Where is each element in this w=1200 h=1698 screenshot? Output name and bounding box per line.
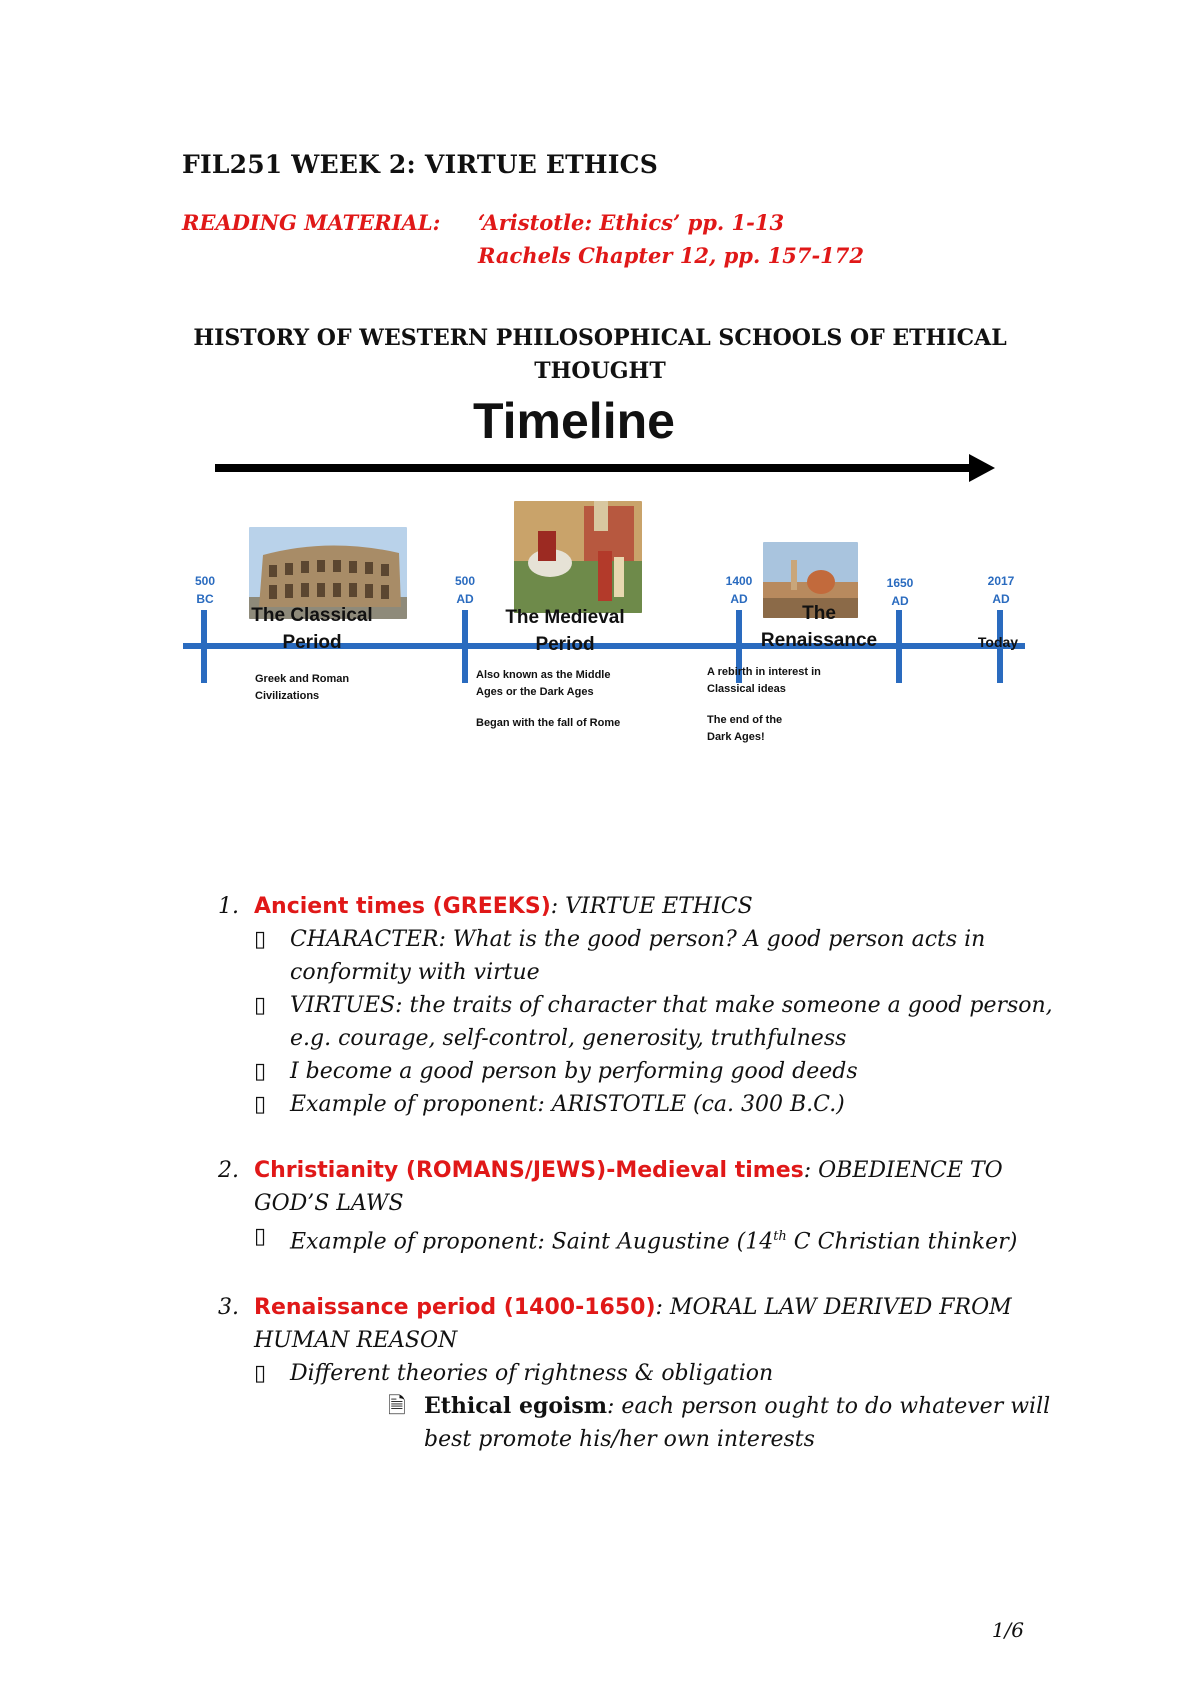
date-500bc: 500 BC bbox=[194, 574, 216, 606]
period-medieval-desc: Also known as the Middle Ages or the Dark Ages Began with the fall of Rome bbox=[476, 669, 621, 729]
reading-label: READING MATERIAL: bbox=[182, 210, 441, 235]
list-subheading: : MORAL LAW DERIVED FROM HUMAN REASON bbox=[254, 1295, 1012, 1354]
timeline-title: Timeline bbox=[473, 393, 675, 449]
bullet-item: ▯ VIRTUES: the traits of character that make someone a good person, e.g. courage, self-control, generosity, truthfulness bbox=[254, 989, 1058, 1055]
date-2017ad: 2017 AD bbox=[987, 574, 1015, 606]
reading-line-2: Rachels Chapter 12, pp. 157-172 bbox=[478, 243, 864, 268]
list-item bbox=[218, 890, 1058, 1121]
period-renaissance-name: The Renaissance bbox=[760, 603, 878, 651]
list-number: 1. bbox=[218, 894, 239, 919]
period-renaissance-desc: A rebirth in interest in Classical ideas The end of the Dark Ages! bbox=[707, 666, 821, 743]
medieval-painting-image bbox=[514, 501, 642, 613]
list-heading: Ancient times (GREEKS) bbox=[254, 894, 551, 919]
date-1650ad: 1650 AD bbox=[886, 576, 914, 608]
list-item bbox=[218, 1154, 1058, 1258]
timeline-figure bbox=[183, 388, 1025, 850]
list-heading: Christianity (ROMANS/JEWS)-Medieval times bbox=[254, 1158, 804, 1183]
list-item bbox=[218, 1291, 1058, 1456]
list-subheading: : OBEDIENCE TO GOD’S LAWS bbox=[254, 1158, 1003, 1216]
bullet-list bbox=[254, 923, 1058, 1121]
bullet-item: ▯ Different theories of rightness & obligation bbox=[254, 1357, 1058, 1390]
list-subheading: : VIRTUE ETHICS bbox=[550, 894, 753, 919]
missing-glyph-icon: ▯ bbox=[254, 993, 267, 1018]
sub-bullet-item: 🗎 Ethical egoism: each person ought to do whatever will best promote his/her own interests bbox=[254, 1390, 1058, 1456]
missing-glyph-icon: ▯ bbox=[254, 927, 267, 952]
list-number: 3. bbox=[218, 1295, 239, 1321]
missing-glyph-icon: ▯ bbox=[254, 1361, 267, 1387]
document-icon: 🗎 bbox=[388, 1394, 406, 1420]
reading-line-1: ‘Aristotle: Ethics’ pp. 1-13 bbox=[478, 210, 785, 235]
missing-glyph-icon: ▯ bbox=[254, 1092, 267, 1117]
bullet-list bbox=[254, 1220, 1058, 1258]
period-medieval-name: The Medieval Period bbox=[505, 607, 625, 655]
bullet-item: ▯ Example of proponent: ARISTOTLE (ca. 300 B.C.) bbox=[254, 1088, 1058, 1121]
timeline-arrowhead-icon bbox=[969, 454, 995, 482]
bullet-item: ▯ CHARACTER: What is the good person? A good person acts in conformity with virtue bbox=[254, 923, 1058, 989]
section-heading: HISTORY OF WESTERN PHILOSOPHICAL SCHOOLS OF ETHICAL THOUGHT bbox=[193, 325, 1007, 384]
missing-glyph-icon: ▯ bbox=[254, 1224, 267, 1249]
bullet-item: ▯ I become a good person by performing good deeds bbox=[254, 1055, 1058, 1088]
document-title: FIL251 WEEK 2: VIRTUE ETHICS bbox=[182, 150, 658, 179]
ethics-list bbox=[218, 890, 1058, 1489]
today-label: Today bbox=[977, 634, 1019, 650]
page-number: 1/6 bbox=[991, 1618, 1024, 1642]
bullet-item: ▯ Example of proponent: Saint Augustine (14th C Christian thinker) bbox=[254, 1220, 1058, 1258]
missing-glyph-icon: ▯ bbox=[254, 1059, 267, 1084]
date-1400ad: 1400 AD bbox=[725, 574, 753, 606]
period-classical-desc: Greek and Roman Civilizations bbox=[255, 673, 350, 702]
list-heading: Renaissance period (1400-1650) bbox=[254, 1295, 656, 1321]
bullet-list bbox=[254, 1357, 1058, 1390]
date-500ad: 500 AD bbox=[454, 574, 476, 606]
period-classical-name: The Classical Period bbox=[251, 605, 373, 653]
list-number: 2. bbox=[218, 1158, 239, 1183]
